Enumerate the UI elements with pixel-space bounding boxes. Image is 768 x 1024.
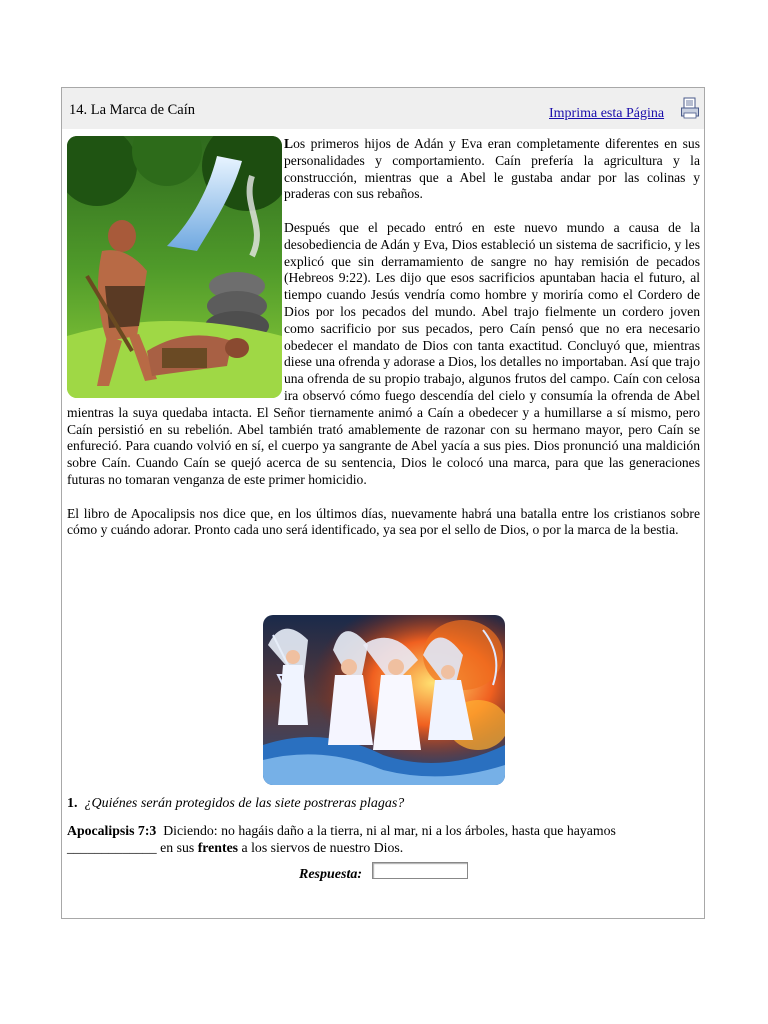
paragraph-3: El libro de Apocalipsis nos dice que, en los últimos días, nuevamente habrá una batalla entre los cristianos sobre cómo y cuándo adorar. Pronto cada uno será identificado, ya sea por el sello de Dios, o por la marca de la bestia. xyxy=(67,505,700,538)
dropcap: L xyxy=(284,136,294,151)
answer-label: Respuesta: xyxy=(299,867,362,882)
paragraph-1-text: os primeros hijos de Adán y Eva eran completamente diferentes en sus personalidades y comportamiento. Caín prefería la agricultura y la construcción, mientras que a Abel le gustaba andar por las colinas y praderas con sus rebaños. xyxy=(284,136,700,202)
lesson-frame xyxy=(61,87,705,919)
bible-verse xyxy=(67,822,700,856)
paragraph-2: Después que el pecado entró en este nuevo mundo a causa de la desobediencia de Adán y Eva, Dios estableció un sistema de sacrificio, y les explicó que sin derramamiento de sangre no hay remisión de pecados (Hebreos 9:22). Les dijo que esos sacrificios apuntaban hacia el futuro, al tiempo cuando Jesús vendría como hombre y moriría como el Cordero de Dios por los pecados del mundo. Abel trajo fielmente un cordero joven como sacrificio por sus pecados, pero Caín pensó que no era necesario obedecer el mandato de Dios con tanta exactitud. Concluyó que, mientras diese una ofrenda y adorase a Dios, los detalles no importaban. Así que trajo una ofrenda de su propio trabajo, algunos frutos del campo. Caín con celosa ira observó cómo fuego descendía del cielo y consumía la ofrenda de Abel mientras la suya quedaba intacta. El Señor tiernamente animó a Caín a obedecer y a humillarse a sí mismo, pero Caín persistió en su rebelión. Abel también trató amablemente de razonar con su hermano mayor, pero Caín se enfureció. Para cuando volvió en sí, el cuerpo ya sangrante de Abel yacía a sus pies. Dios pronunció una maldición sobre Caín. Cuando Caín se quejó acerca de su sentencia, Dios le colocó una marca, para que las generaciones futuras no tomaran venganza de este primer homicidio. xyxy=(67,219,700,487)
verse-bold-word: frentes xyxy=(197,840,239,855)
angels-illustration xyxy=(263,615,505,785)
cain-abel-illustration xyxy=(67,136,282,398)
answer-input[interactable] xyxy=(372,862,468,879)
verse-blank: _____________ xyxy=(67,840,157,855)
lesson-header xyxy=(62,88,704,129)
question-text: ¿Quiénes serán protegidos de las siete postreras plagas? xyxy=(84,796,405,811)
question-1 xyxy=(67,796,404,812)
print-page-link[interactable]: Imprima esta Página xyxy=(549,106,665,121)
verse-reference: Apocalipsis 7:3 xyxy=(67,823,157,838)
article-body xyxy=(67,136,700,556)
verse-text-mid: en sus xyxy=(160,840,195,855)
lesson-title: 14. La Marca de Caín xyxy=(69,102,196,118)
verse-text-after: a los siervos de nuestro Dios. xyxy=(241,840,404,855)
question-number: 1. xyxy=(67,796,78,811)
verse-text-before: Diciendo: no hagáis daño a la tierra, ni al mar, ni a los árboles, hasta que hayamos xyxy=(163,823,616,838)
printer-icon[interactable] xyxy=(681,97,699,119)
